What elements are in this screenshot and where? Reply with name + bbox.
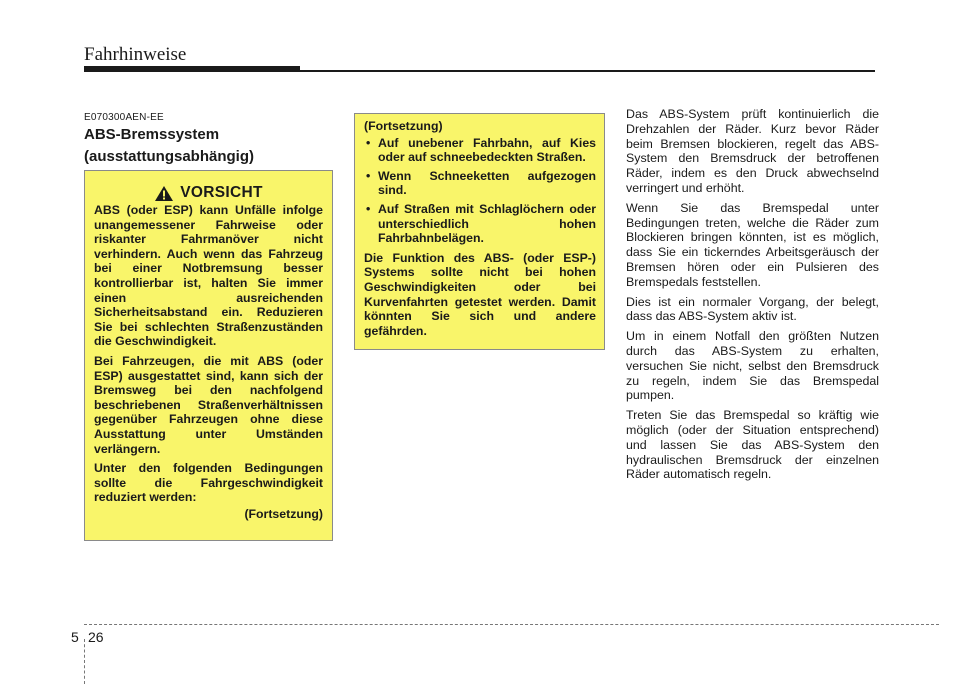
footer-rule <box>84 624 939 625</box>
caution-header <box>94 185 323 202</box>
list-item: • Wenn Schneeketten aufgezogen sind. <box>364 169 596 198</box>
body-paragraph: Treten Sie das Bremspedal so kräftig wie möglich (oder der Situation entsprechend) und lassen Sie das ABS-System den hydraulischen Bremsdruck der einzelnen Räder automatisch regeln. <box>626 408 879 482</box>
condition-list <box>364 136 596 246</box>
body-paragraph: Um in einem Notfall den größten Nutzen durch das ABS-System zu erhalten, versuchen Sie nicht, selbst den Bremsdruck zu regeln, indem Sie das Bremspedal pumpen. <box>626 329 879 403</box>
body-paragraph: Das ABS-System prüft kontinuierlich die Drehzahlen der Räder. Kurz bevor Räder beim Bremsen blockieren, regelt das ABS-System den Bremsdruck der betroffenen Räder, indem es den Druck abwechselnd verringert und erhöht. <box>626 107 879 195</box>
caution-box <box>84 170 333 541</box>
continued-label: (Fortsetzung) <box>244 506 323 521</box>
header-rule-thin <box>300 70 875 72</box>
continued-heading: (Fortsetzung) <box>364 119 443 133</box>
footer-divider <box>84 639 85 684</box>
header-rule-thick <box>84 66 300 72</box>
caution-paragraph: Unter den folgenden Bedingungen sollte die Fahrgeschwindigkeit reduziert werden: <box>94 461 323 505</box>
list-item: • Auf unebener Fahrbahn, auf Kies oder auf schneebedeckten Straßen. <box>364 136 596 165</box>
caution-title: VORSICHT <box>180 184 263 202</box>
body-paragraph: Wenn Sie das Bremspedal unter Bedingungen treten, welche die Räder zum Blockieren bringen könnten, ist es möglich, dass Sie ein tickerndes Arbeitsgeräusch der Bremsen hören oder ein Pulsieren des Bremspedals feststellen. <box>626 200 879 289</box>
warning-triangle-icon <box>154 185 174 202</box>
page-number: 26 <box>88 629 104 645</box>
section-number: 5 <box>71 629 79 645</box>
section-title-line1: ABS-Bremssystem <box>84 126 220 143</box>
closing-paragraph: Die Funktion des ABS- (oder ESP-) Systems sollte nicht bei hohen Geschwindigkeiten oder bei Kurvenfahrten getestet werden. Damit könnten Sie sich und andere gefährden. <box>364 250 596 338</box>
body-text-column <box>626 107 879 487</box>
header-title: Fahrhinweise <box>84 44 187 65</box>
caution-paragraph: Bei Fahrzeugen, die mit ABS (oder ESP) ausgestattet sind, kann sich der Bremsweg bei den nachfolgend beschriebenen Straßenverhältnissen gegenüber Fahrzeugen ohne diese Ausstattung unter Umständen verlängern. <box>94 353 323 456</box>
list-item: • Auf Straßen mit Schlaglöchern oder unterschiedlich hohen Fahrbahnbelägen. <box>364 202 596 246</box>
body-paragraph: Dies ist ein normaler Vorgang, der belegt, dass das ABS-System aktiv ist. <box>626 294 879 324</box>
caution-paragraph: ABS (oder ESP) kann Unfälle infolge unangemessener Fahrweise oder riskanter Fahrmanöver nicht verhindern. Auch wenn das Fahrzeug bei einer Notbremsung besser kontrollierbar ist, halten Sie immer einen ausreichenden Sicherheitsabstand ein. Reduzieren Sie bei schlechten Straßenzuständen die Geschwindigkeit. <box>94 203 323 349</box>
section-title-line2: (ausstattungsabhängig) <box>84 148 255 165</box>
reference-code: E070300AEN-EE <box>84 112 164 123</box>
section-title <box>84 124 254 168</box>
caution-continued-box <box>354 113 605 350</box>
